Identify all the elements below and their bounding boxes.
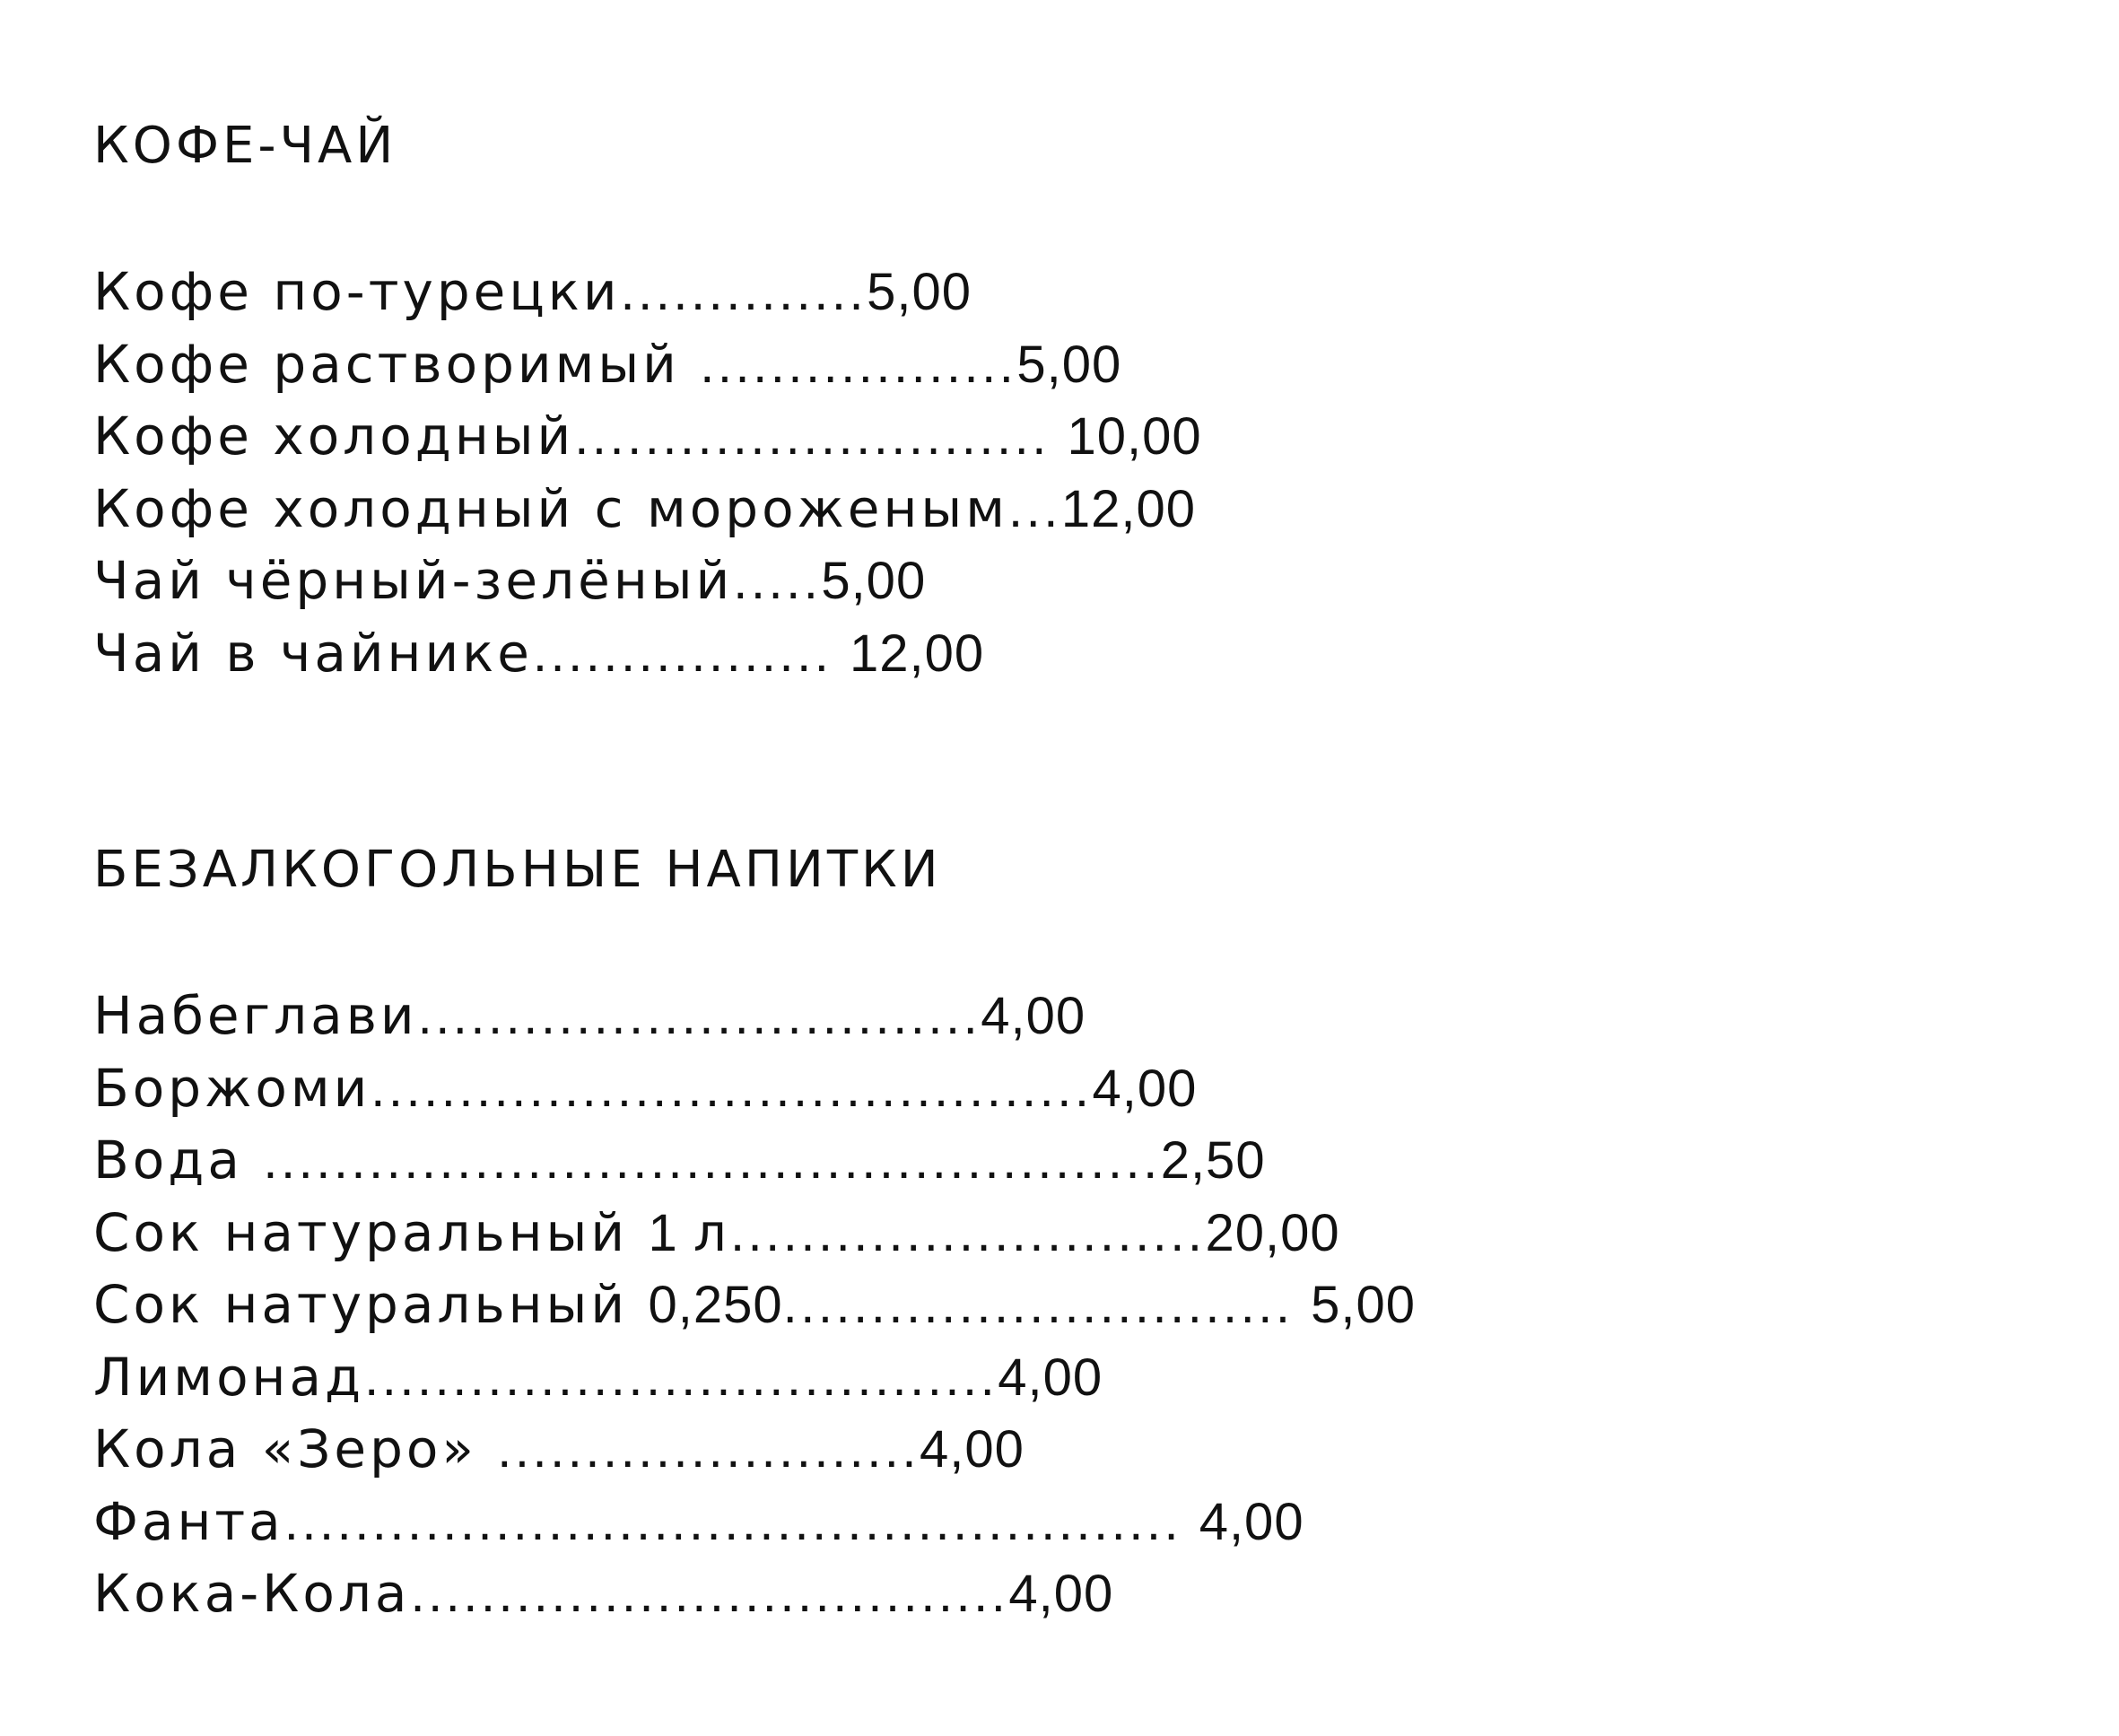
leader-dots: ................................................... <box>263 1131 1161 1190</box>
leader-dots: ............................. <box>782 1276 1312 1334</box>
menu-item <box>93 617 1202 690</box>
menu-item <box>93 545 1202 617</box>
leader-dots: ........................... <box>574 407 1068 466</box>
leader-dots: .................. <box>700 335 1017 394</box>
menu-item <box>93 400 1202 473</box>
item-name: Чай чёрный-зелёный <box>93 550 734 611</box>
leader-dots: ..... <box>733 552 822 610</box>
menu-item <box>93 256 1202 328</box>
menu-item <box>93 1197 1416 1269</box>
leader-dots: ................................................... <box>283 1492 1199 1551</box>
item-unit: л <box>693 1201 730 1263</box>
leader-dots: ................. <box>532 624 850 683</box>
item-name: Чай в чайнике <box>93 622 533 684</box>
item-price: 5,00 <box>1311 1276 1416 1334</box>
leader-dots: ......................................... <box>371 1059 1093 1118</box>
item-price: 4,00 <box>1008 1565 1114 1623</box>
menu-item <box>93 980 1416 1052</box>
menu-list-soft-drinks <box>93 980 1416 1630</box>
menu-item <box>93 1269 1416 1341</box>
item-name: Набеглави <box>93 985 418 1046</box>
section-title-soft-drinks: БЕЗАЛКОГОЛЬНЫЕ НАПИТКИ <box>93 841 942 899</box>
item-price: 4,00 <box>1199 1492 1304 1551</box>
item-name: Кофе по-турецки <box>93 261 621 322</box>
item-price: 5,00 <box>1016 335 1122 394</box>
menu-item <box>93 1124 1416 1197</box>
item-name: Фанта <box>93 1490 284 1552</box>
menu-item <box>93 1052 1416 1125</box>
item-name: Боржоми <box>93 1057 371 1119</box>
leader-dots: .................................. <box>410 1565 1009 1623</box>
leader-dots: ........................... <box>729 1203 1206 1262</box>
item-name: Кофе холодный с мороженым <box>93 477 1008 539</box>
item-price: 20,00 <box>1205 1203 1340 1262</box>
item-price: 4,00 <box>998 1348 1103 1407</box>
item-name: Сок натуральный <box>93 1274 649 1335</box>
leader-dots: .............. <box>620 263 868 321</box>
menu-item <box>93 473 1202 545</box>
menu-item <box>93 1557 1416 1630</box>
item-price: 4,00 <box>920 1420 1025 1479</box>
menu-list-coffee-tea <box>93 256 1202 689</box>
item-name: Сок натуральный <box>93 1201 649 1263</box>
item-name: Кофе холодный <box>93 406 575 467</box>
leader-dots: .................................... <box>364 1348 998 1407</box>
item-name: Кока-Кола <box>93 1563 411 1624</box>
item-price: 5,00 <box>821 552 927 610</box>
item-price: 4,00 <box>1092 1059 1198 1118</box>
item-name: Лимонад <box>93 1346 365 1408</box>
item-price: 12,00 <box>849 624 985 683</box>
item-quantity: 0,250 <box>648 1276 783 1334</box>
item-quantity: 1 <box>648 1203 693 1262</box>
section-title-coffee-tea: КОФЕ-ЧАЙ <box>93 117 397 175</box>
item-price: 12,00 <box>1060 479 1196 538</box>
item-price: 2,50 <box>1160 1131 1266 1190</box>
leader-dots: ................................ <box>417 987 981 1045</box>
menu-item <box>93 1486 1416 1558</box>
menu-item <box>93 1341 1416 1414</box>
item-name: Вода <box>93 1130 264 1191</box>
item-price: 5,00 <box>867 263 972 321</box>
item-price: 10,00 <box>1067 407 1202 466</box>
item-name: Кола «Зеро» <box>93 1418 498 1479</box>
item-name: Кофе растворимый <box>93 333 701 395</box>
item-price: 4,00 <box>981 987 1086 1045</box>
leader-dots: ........................ <box>497 1420 920 1479</box>
menu-item <box>93 328 1202 401</box>
leader-dots: ... <box>1007 479 1061 538</box>
menu-item <box>93 1413 1416 1486</box>
